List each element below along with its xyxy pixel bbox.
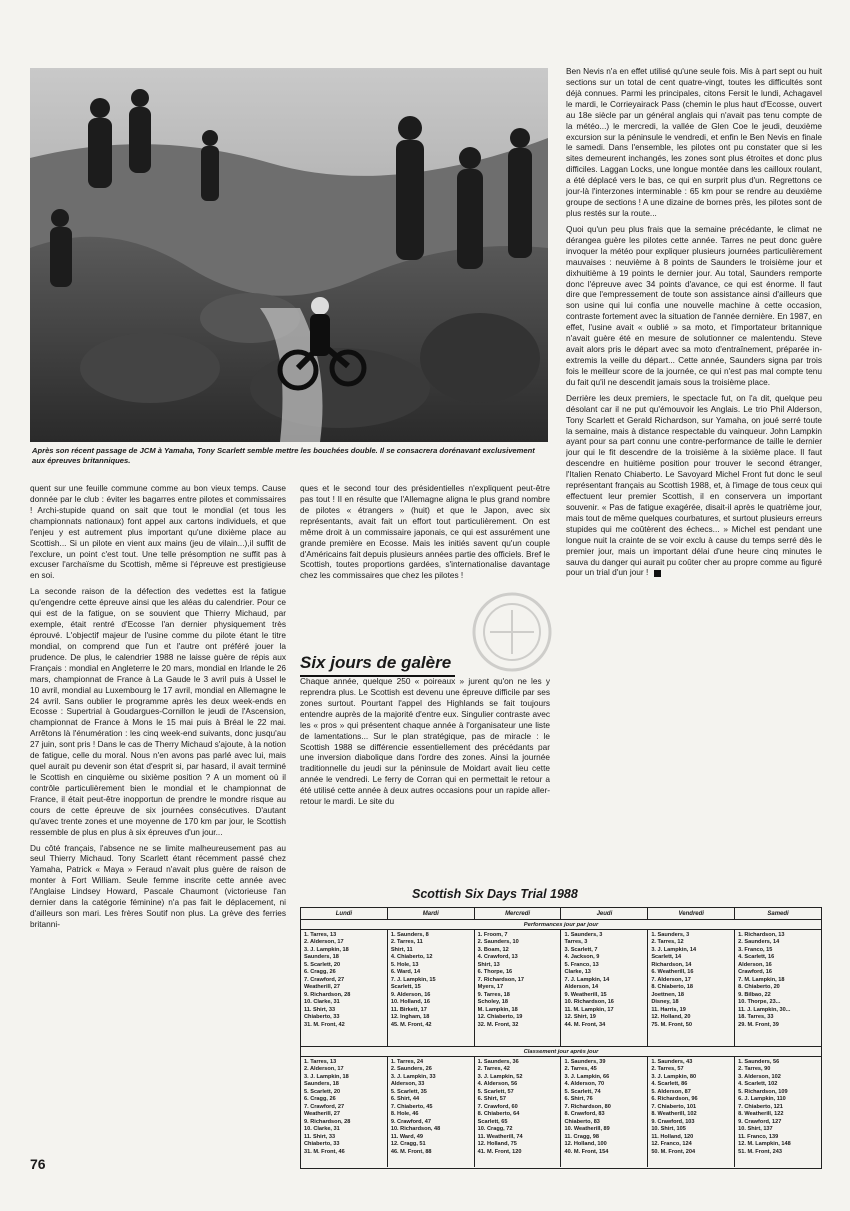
result-entry: 9. Crawford, 103 (651, 1118, 695, 1125)
result-entry: 4. Chiaberto, 12 (390, 954, 433, 961)
paragraph: Ben Nevis n'a en effet utilisé qu'une seule fois. Mis à part sept ou huit sections sur un total de cent quatre-vingt, toutes les difficultés sont déjà connues. Parmi les principales, citons Fersit le lundi, Achagavel le mardi, le Corrieyairack Pass (chemin le plus haut d'Ecosse, ouvert au 18e siècle par un général anglais qui n'avait pas tenu compte de la météo...) le mercredi, la vallée de Glen Coe le jeudi, deuxième excursion sur la péninsule le vendredi, et enfin le Ben Nevis en finale le samedi. Dans l'ensemble, les pilotes ont pu constater que si les sites demeurent inchangés, les zones sont plus étroites et donc plus difficiles. Laggan Locks, une longue montée dans les cailloux roulant, a été déplacé vers le bas, ce qui en surprit plus d'un. Regrettons ce jour-là l'interzones interminable : 65 km pour se rendre au deuxième groupe de sections ! A une dizaine de bornes près, les pilotes sont de plus restés sur la route... (566, 66, 822, 218)
article-column-left (30, 483, 286, 1173)
result-entry: 1. Tarres, 13 (304, 932, 337, 938)
result-entry: 10. Cragg, 72 (477, 1126, 513, 1133)
result-entry: 6. Cragg, 26 (304, 969, 336, 976)
result-entry: 7. Richardson, 80 (564, 1103, 611, 1110)
result-entry: 10. Clarke, 31 (304, 1126, 340, 1133)
result-entry: 2. Saunders, 26 (390, 1066, 432, 1073)
result-entry: 6. Ward, 14 (390, 969, 421, 976)
result-entry: 18. Tarres, 33 (738, 1014, 774, 1021)
paragraph: Quoi qu'un peu plus frais que la semaine précédante, le climat ne dérangea guère les pilotes cette année. Tarres ne peut donc guère invoquer la météo pour expliquer plusieurs journées particulièrement mauvaises : neuvième à 8 points de Saunders le troisième jour et dixhuitième à 19 points le dernier jour. Au total, Saunders remporte donc l'épreuve avec 34 points d'avance, ce qui est énorme. Il faut dire que l'empressement de toute son assistance ainsi d'ailleurs que son usine qui lui confia une nouvelle machine à cette occasion, contraste fortement avec la situation de l'année dernière. En 1987, en effet, l'usine avait « oublié » sa moto, et l'importateur britannique n'avait guère été en mesure de solutionner ce malentendu. Steve avait alors pris le départ avec sa moto d'entraînement, préparée in-extremis la veille du départ... Cette année, Saunders signa par trois fois le meilleur score de la journée, ce qui n'est pas mal compte tenu du fait qu'il ne descendit jamais sous la troisième place. (566, 223, 822, 387)
results-day-column (561, 1057, 648, 1167)
result-entry: Chiaberto, 33 (304, 1014, 340, 1021)
watermark-logo (470, 590, 555, 675)
result-entry: 12. Shirt, 19 (564, 1014, 596, 1021)
photo-caption: Après son récent passage de JCM à Yamaha, Tony Scarlett semble mettre les bouchées double. Il se consacrera dorénavant exclusivement aux épreuves britanniques. (32, 446, 535, 465)
result-entry: 10. Holland, 16 (390, 999, 430, 1006)
result-entry: 11. Harris, 19 (651, 1006, 686, 1013)
page-number: 76 (30, 1156, 46, 1172)
result-entry: 3. J. Lampkin, 18 (304, 1073, 349, 1080)
result-entry: 6. Shirt, 57 (477, 1096, 506, 1103)
result-entry: 2. Tarres, 11 (390, 939, 423, 946)
cumulative-results-band: Classement jour après jour (301, 1047, 821, 1057)
result-entry: Scarlett, 65 (477, 1118, 508, 1125)
result-entry: Alderson, 33 (390, 1081, 425, 1088)
result-entry: 4. Scarlett, 86 (651, 1081, 688, 1088)
result-entry: 6. Thorpe, 16 (477, 969, 513, 976)
paragraph (566, 393, 822, 579)
result-entry: 3. J. Lampkin, 80 (651, 1073, 697, 1080)
result-entry: 2. Saunders, 14 (738, 939, 780, 946)
result-entry: 12. M. Lampkin, 148 (738, 1141, 791, 1148)
results-day-column (301, 930, 388, 1046)
results-table (300, 907, 822, 1169)
result-entry: 3. Franco, 15 (738, 946, 773, 953)
result-entry: 8. Crawford, 83 (564, 1111, 605, 1118)
result-entry: 6. Weatherill, 16 (651, 969, 694, 976)
result-entry: 6. Shirt, 44 (390, 1096, 420, 1103)
result-entry: 3. J. Lampkin, 18 (304, 946, 349, 953)
result-entry: 12. Franco, 124 (651, 1141, 692, 1148)
result-entry: 7. M. Lampkin, 18 (738, 976, 785, 983)
result-entry: 11. M. Lampkin, 17 (564, 1006, 614, 1013)
result-entry: 7. Richardson, 17 (477, 976, 524, 983)
result-entry: 5. Franco, 13 (564, 961, 599, 968)
result-entry: 4. Scarlett, 102 (738, 1081, 778, 1088)
paragraph-text: Derrière les deux premiers, le spectacle fut, on l'a dit, quelque peu désolant car il ne put qu'émouvoir les Anglais. Le trio Phil Alderson, Tony Scarlett et Gerald Richardson, sur Yamaha, on joué serré toute la semaine, mais à distance respectable du vainqueur. John Lampkin ayant pour sa part connu une contre-performance de taille le dernier jour qui le fit descendre de la troisième à la sixième place. Il faut descendre en huitième position pour trouver le second étranger, l'Italien Renato Chiaberto. Le Savoyard Michel Front fut donc le seul représentant français au Scottish 1988, et, à l'image de tous ceux qui effectuent leur premier Scottish, il en conservera un important souvenir. « Pas de fatigue exagérée, disait-il après le quatrième jour, mais tout de même quelques courbatures, et surtout plusieurs erreurs stupides qui me coûtèrent des échecs... » Michel est pendant une longue nuit la crainte de se voir exclu à cause du temps serré dès le premier jour, mais un important délai d'une heure cinq minutes le sauva du danger qui aurait pu coûter cher au propre comme au figuré pour un trial d'un jour ! (566, 392, 822, 578)
result-entry: 8. Weatherill, 102 (651, 1111, 697, 1118)
result-entry: 5. Hole, 13 (390, 961, 419, 968)
result-entry: Saunders, 18 (304, 954, 339, 961)
result-entry: Disney, 18 (651, 999, 679, 1006)
result-entry: 8. Chiaberto, 20 (738, 984, 780, 991)
results-header-row (301, 908, 821, 920)
result-entry: 5. Scarlett, 20 (304, 1088, 341, 1095)
article-column-middle-bottom (300, 676, 550, 856)
result-entry: 7. J. Lampkin, 15 (390, 976, 436, 983)
result-entry: 5. Scarlett, 74 (564, 1088, 601, 1095)
result-entry: 75. M. Front, 50 (651, 1021, 693, 1028)
result-entry: 11. Shirt, 33 (304, 1006, 336, 1013)
results-day-column (648, 930, 735, 1046)
result-entry: 7. Chiaberto, 45 (390, 1103, 433, 1110)
result-entry: 2. Tarres, 12 (651, 939, 684, 946)
section-title: Six jours de galère (300, 653, 455, 677)
paragraph: quent sur une feuille commune comme au bon vieux temps. Cause donnée par le club : éviter les bagarres entre pilotes et commissaires ! Archi-stupide quand on sait que tout le mondial (et tous les championnats nationaux) font appel aux cartons individuels, et que l'enjeu y est autrement plus important qu'une dixième place au Scottish... Si un pilote en vient aux mains (jeu de vilain...),il suffit de l'exclure, un point c'est tout. Une telle présomption ne suffit pas à excuser l'archaïsme du Scottish, même si l'épreuve est prestigieuse en soi. (30, 483, 286, 581)
result-entry: 7. Crawford, 27 (304, 1103, 345, 1110)
result-entry: 3. Scarlett, 7 (564, 946, 598, 953)
result-entry: 12. Cragg, 51 (390, 1141, 426, 1148)
result-entry: 12. Holland, 100 (564, 1141, 607, 1148)
result-entry: 5. Alderson, 87 (651, 1088, 691, 1095)
trial-photo (30, 68, 548, 442)
day-header: Vendredi (648, 908, 735, 919)
result-entry: 11. Ward, 49 (390, 1133, 423, 1140)
result-entry: 8. Chiaberto, 18 (651, 984, 693, 991)
result-entry: 1. Saunders, 39 (564, 1059, 606, 1065)
result-entry: 6. Shirt, 76 (564, 1096, 593, 1103)
result-entry: 7. Alderson, 17 (651, 976, 691, 983)
day-header: Jeudi (561, 908, 648, 919)
result-entry: 10. Clarke, 31 (304, 999, 340, 1006)
result-entry: 51. M. Front, 243 (738, 1148, 782, 1155)
result-entry: 6. Richardson, 96 (651, 1096, 698, 1103)
result-entry: 2. Saunders, 10 (477, 939, 519, 946)
result-entry: 1. Saunders, 3 (564, 932, 603, 938)
result-entry: 3. Boam, 12 (477, 946, 509, 953)
result-entry: Clarke, 13 (564, 969, 591, 976)
result-entry: Shirt, 11 (390, 946, 413, 953)
result-entry: 7. J. Lampkin, 14 (564, 976, 610, 983)
result-entry: 5. Scarlett, 20 (304, 961, 341, 968)
results-day-column (561, 930, 648, 1046)
daily-results-grid (301, 930, 821, 1047)
result-entry: 50. M. Front, 204 (651, 1148, 696, 1155)
trial-photo-illustration (30, 68, 548, 442)
result-entry: 5. Richardson, 109 (738, 1088, 788, 1095)
result-entry: 12. Holland, 20 (651, 1014, 691, 1021)
result-entry: Chiaberto, 83 (564, 1118, 600, 1125)
result-entry: 1. Saunders, 56 (738, 1059, 780, 1065)
result-entry: 3. J. Lampkin, 66 (564, 1073, 610, 1080)
result-entry: 2. Tarres, 45 (564, 1066, 597, 1073)
result-entry: Scarlett, 15 (390, 984, 421, 991)
result-entry: 3. J. Lampkin, 52 (477, 1073, 523, 1080)
result-entry: Alderson, 14 (564, 984, 599, 991)
result-entry: 4. Crawford, 13 (477, 954, 518, 961)
result-entry: 9. Alderson, 16 (390, 991, 431, 998)
end-of-article-mark (654, 570, 661, 577)
results-day-column (388, 930, 475, 1046)
results-day-column (735, 1057, 821, 1167)
result-entry: 46. M. Front, 88 (390, 1148, 432, 1155)
result-entry: 11. Shirt, 33 (304, 1133, 336, 1140)
result-entry: 1. Froom, 7 (477, 932, 508, 938)
result-entry: 6. Cragg, 26 (304, 1096, 336, 1103)
result-entry: 32. M. Front, 32 (477, 1021, 519, 1028)
results-day-column (735, 930, 821, 1046)
result-entry: Chiaberto, 33 (304, 1141, 340, 1148)
article-column-right (566, 66, 822, 876)
result-entry: 1. Saunders, 36 (477, 1059, 519, 1065)
result-entry: 6. J. Lampkin, 110 (738, 1096, 786, 1103)
result-entry: 3. Alderson, 102 (738, 1073, 781, 1080)
result-entry: 11. Weatherill, 74 (477, 1133, 523, 1140)
daily-results-band: Performances jour par jour (301, 920, 821, 930)
paragraph: Du côté français, l'absence ne se limite malheureusement pas au seul Thierry Michaud. Tony Scarlett étant récemment passé chez Yamaha, Patrick « Maya » Feraud n'avait plus guère de raison de monter à Fort William. Seule femme inscrite cette année avec l'Anglaise Lindsey Howard, Pascale Chaumont (victorieuse l'an dernier dans la catégorie féminine) n'a pas fait le déplacement, ni d'ailleurs son mari. Les frères Soutif non plus. La grève des ferries britanni- (30, 842, 286, 929)
result-entry: 45. M. Front, 42 (390, 1021, 432, 1028)
result-entry: 8. Weatherill, 122 (738, 1111, 784, 1118)
result-entry: Scarlett, 14 (651, 954, 682, 961)
result-entry: Shirt, 13 (477, 961, 500, 968)
result-entry: 2. Alderson, 17 (304, 1066, 344, 1073)
result-entry: Weatherill, 27 (304, 1111, 340, 1118)
result-entry: 5. Scarlett, 57 (477, 1088, 514, 1095)
result-entry: 40. M. Front, 154 (564, 1148, 609, 1155)
result-entry: 9. Richardson, 28 (304, 991, 351, 998)
paragraph: ques et le second tour des présidentielles n'expliquent peut-être pas tout ! Il en résulte que l'Allemagne aligna le plus grand nombre de pilotes « étrangers » (huit) et que le Japon, avec six représentants, avait fait un effort tout particulièrement. On est même droit à un commissaire japonais, ce qui est assurément une grande première en Ecosse. Mais les initiés savent qu'un couple d'Américains fait depuis plusieurs années partie des officiels. Bref le Scottish, toutes proportions gardées, s'internationalise davantage chez les commissaires que chez les pilotes ! (300, 483, 550, 581)
result-entry: 11. Birkett, 17 (390, 1006, 427, 1013)
result-entry: 10. Richardson, 48 (390, 1126, 441, 1133)
result-entry: 11. J. Lampkin, 30... (738, 1006, 791, 1013)
result-entry: 10. Richardson, 16 (564, 999, 614, 1006)
result-entry: Crawford, 16 (738, 969, 773, 976)
day-header: Lundi (301, 908, 388, 919)
results-day-column (648, 1057, 735, 1167)
cumulative-results-grid (301, 1057, 821, 1167)
result-entry: 4. Alderson, 56 (477, 1081, 518, 1088)
paragraph: Chaque année, quelque 250 « poireaux » jurent qu'on ne les y reprendra plus. Le Scottish est devenu une épreuve difficile par ses zones surtout. Pourtant l'appel des Highlands se fait toujours entendre auprès de la majorité d'entre eux. Singulier contraste avec les « pros » qui présentent chaque année à l'organisateur une liste de lamentations... Sur le plan stratégique, pas de miracle : le Scottish 1988 se différencie essentiellement des précédants par une inversion diabolique dans l'ordre des zones. Ainsi la journée traditionnelle du jeudi sur la péninsule de Moidart avait lieu cette année le vendredi. Le ferry de Corran qui en permettait le retour a été utilisé cette année à deux autres occasions pour un rapide aller-retour le mardi. Le site du (300, 676, 550, 807)
result-entry: Richardson, 14 (651, 961, 692, 968)
day-header: Mercredi (475, 908, 562, 919)
paragraph: La seconde raison de la défection des vedettes est la fatigue qu'engendre cette épreuve ainsi que les aléas du calendrier. Pour ce qui est de la fatigue, on se souvient que Thierry Michaud, par exemple, était rentré d'Ecosse l'an dernier physiquement très éprouvé. L'objectif majeur de l'usine comme du pilote étant le titre mondial, on comprend que l'un et l'autre ont préféré jouer la prudence. De plus, le calendrier 1988 ne laisse guère de répis aux Français : mondial en Angleterre le 20 mars, mondial en Irlande le 26 mars, championnat de France à La Gaude le 3 avril puis à Ussel le 10 avril, mondial au Luxembourg le 17 avril, mondial en Allemagne le 24 avril. Sans oublier le programme après les deux week-ends en Ecosse : Supertrial à Goudargues-Cornillon le jeudi de l'Ascension, championnat de France à Mons le 15 mai puis à Bréal le 22 mai. Arrêtons là l'énumération : les cinq week-end suivants, donc jusqu'au 27 juin, sont pris ! Dans le cas de Therry Michaud s'ajoute, à la notion de fatigue, celle du moral. Nous n'en avons pas parlé avec lui, mais quel aurait pu devenir son état d'esprit si, par hasard, il avait terminé le Scottish en cinquième ou sixième position ? A un moment où il contrôle particulièrement bien le mondial et le championnat de France, il était peut-être inopportun de prendre le mondre risque au cours de cette épreuve de six journées consécutives. D'autant qu'avec trente zones et une moyenne de 170 km par jour, le Scottish ressemble de plus en plus à six épreuves d'un jour... (30, 586, 286, 837)
results-table-title: Scottish Six Days Trial 1988 (412, 887, 578, 901)
result-entry: 2. Tarres, 42 (477, 1066, 510, 1073)
result-entry: 4. Scarlett, 16 (738, 954, 775, 961)
result-entry: 1. Richardson, 13 (738, 932, 785, 938)
result-entry: 1. Tarres, 24 (390, 1059, 424, 1065)
result-entry: Joettnen, 18 (651, 991, 684, 998)
result-entry: 10. Shirt, 137 (738, 1126, 773, 1133)
result-entry: 1. Saunders, 3 (651, 932, 690, 938)
result-entry: 7. Crawford, 27 (304, 976, 345, 983)
results-day-column (475, 1057, 562, 1167)
result-entry: 1. Saunders, 43 (651, 1059, 693, 1065)
result-entry: 3. J. Lampkin, 33 (390, 1073, 436, 1080)
result-entry: M. Lampkin, 18 (477, 1006, 518, 1013)
result-entry: 3. J. Lampkin, 14 (651, 946, 697, 953)
result-entry: 12. Holland, 75 (477, 1141, 517, 1148)
result-entry: 4. Alderson, 70 (564, 1081, 605, 1088)
result-entry: 9. Bilbao, 22 (738, 991, 771, 998)
result-entry: Tarres, 3 (564, 939, 588, 946)
result-entry: 2. Tarres, 90 (738, 1066, 771, 1073)
result-entry: 7. Chiaberto, 121 (738, 1103, 783, 1110)
result-entry: 8. Chiaberto, 64 (477, 1111, 520, 1118)
result-entry: 7. Chiaberto, 101 (651, 1103, 697, 1110)
result-entry: 5. Scarlett, 35 (390, 1088, 427, 1095)
result-entry: 10. Weatherill, 89 (564, 1126, 610, 1133)
result-entry: 12. Ingham, 18 (390, 1014, 430, 1021)
result-entry: Alderson, 16 (738, 961, 772, 968)
result-entry: 2. Alderson, 17 (304, 939, 344, 946)
result-entry: 31. M. Front, 46 (304, 1148, 345, 1155)
result-entry: 1. Saunders, 8 (390, 932, 429, 938)
day-header: Mardi (388, 908, 475, 919)
result-entry: 1. Tarres, 13 (304, 1059, 337, 1065)
result-entry: Myers, 17 (477, 984, 504, 991)
result-entry: 9. Crawford, 127 (738, 1118, 782, 1125)
result-entry: 11. Franco, 139 (738, 1133, 779, 1140)
result-entry: 10. Shirt, 105 (651, 1126, 686, 1133)
result-entry: 10. Thorpe, 23... (738, 999, 781, 1006)
result-entry: 9. Tarres, 18 (477, 991, 510, 998)
result-entry: 11. Cragg, 98 (564, 1133, 599, 1140)
result-entry: 12. Chiaberto, 19 (477, 1014, 523, 1021)
result-entry: 2. Tarres, 57 (651, 1066, 684, 1073)
result-entry: 11. Holland, 120 (651, 1133, 694, 1140)
result-entry: 4. Jackson, 9 (564, 954, 600, 961)
result-entry: 7. Crawford, 60 (477, 1103, 518, 1110)
results-day-column (475, 930, 562, 1046)
result-entry: 9. Crawford, 47 (390, 1118, 431, 1125)
result-entry: Weatherill, 27 (304, 984, 340, 991)
results-day-column (301, 1057, 388, 1167)
result-entry: 9. Weatherill, 15 (564, 991, 607, 998)
results-day-column (388, 1057, 475, 1167)
result-entry: 44. M. Front, 34 (564, 1021, 606, 1028)
result-entry: 8. Hole, 46 (390, 1111, 419, 1118)
result-entry: 29. M. Front, 39 (738, 1021, 779, 1028)
day-header: Samedi (767, 911, 789, 917)
result-entry: 41. M. Front, 120 (477, 1148, 522, 1155)
result-entry: Saunders, 18 (304, 1081, 339, 1088)
result-entry: 31. M. Front, 42 (304, 1021, 345, 1028)
result-entry: 9. Richardson, 28 (304, 1118, 351, 1125)
result-entry: Scholey, 18 (477, 999, 509, 1006)
